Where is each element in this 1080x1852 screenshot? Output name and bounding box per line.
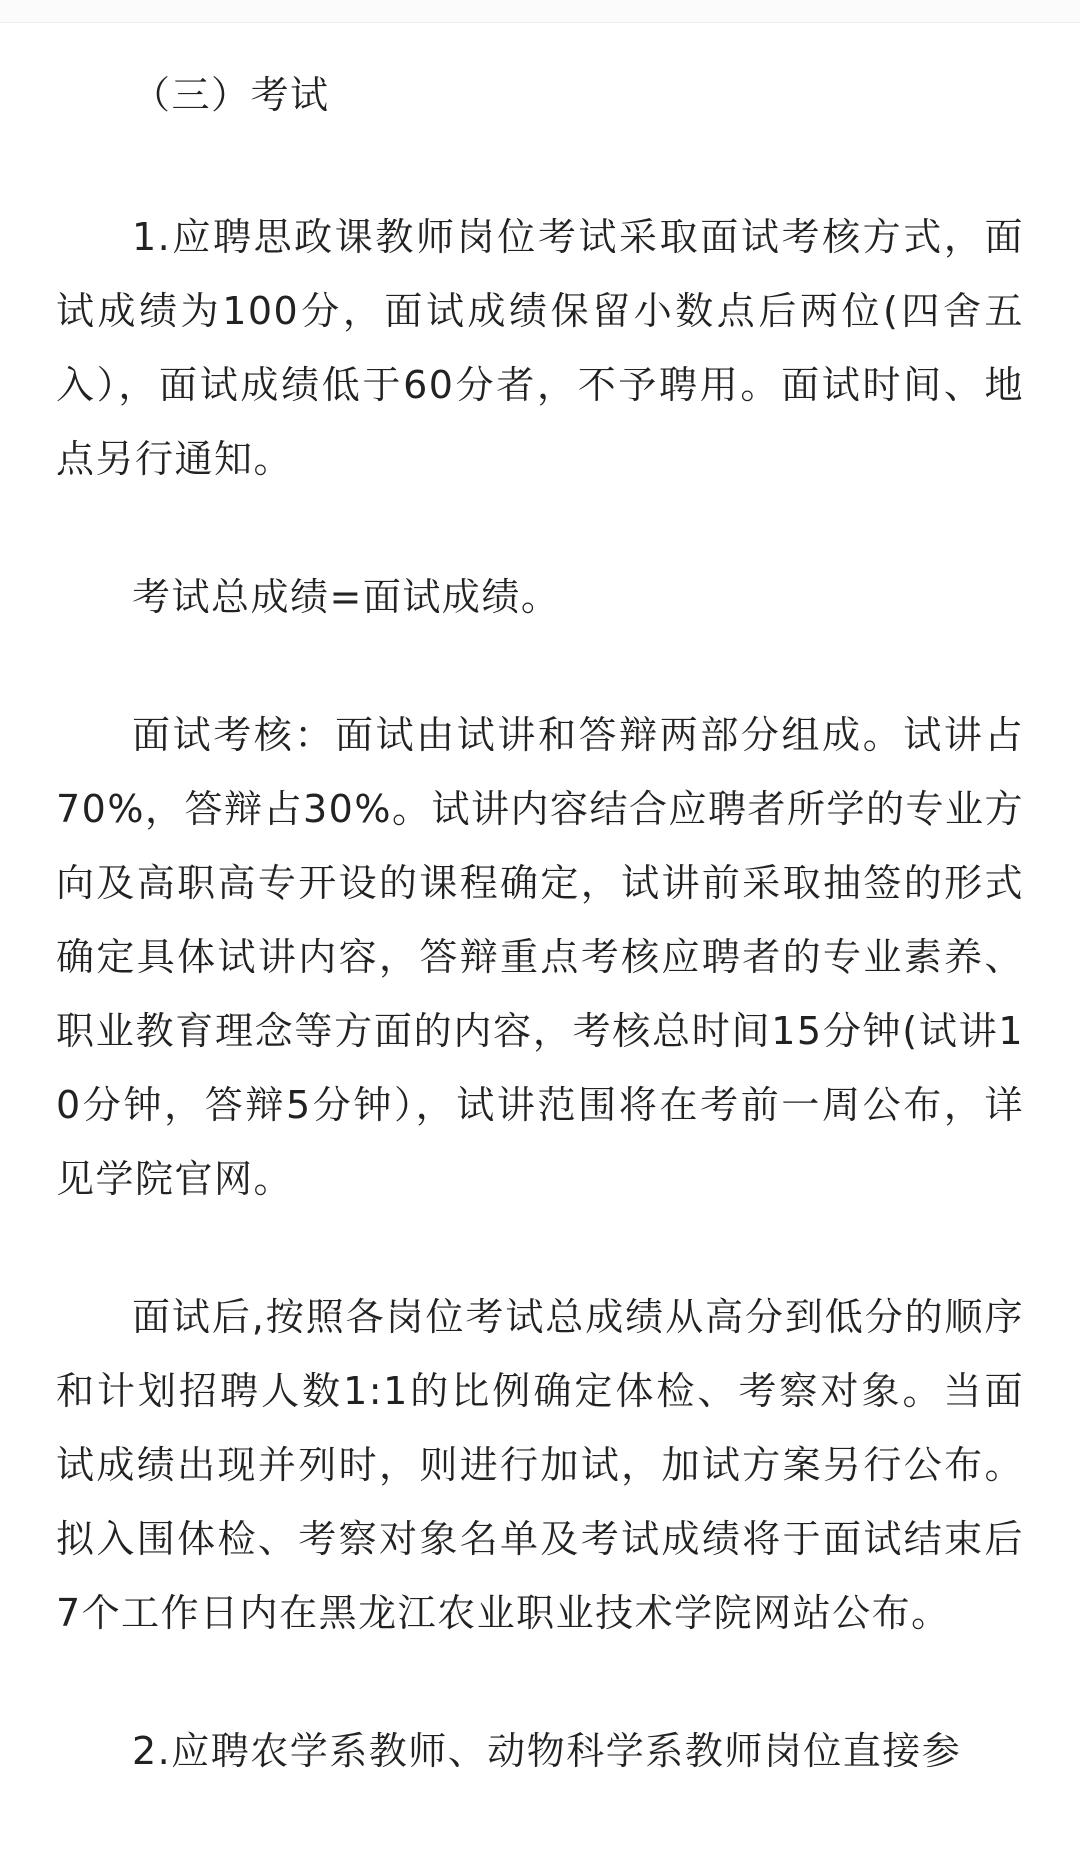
paragraph-exam-method: 1.应聘思政课教师岗位考试采取面试考核方式，面试成绩为100分，面试成绩保留小数点后两位(四舍五入），面试成绩低于60分者，不予聘用。面试时间、地点另行通知。 [56, 215, 1024, 481]
paragraph-total-score: 考试总成绩=面试成绩。 [132, 575, 561, 619]
section-heading: （三）考试 [132, 73, 330, 117]
paragraph-after-interview: 面试后,按照各岗位考试总成绩从高分到低分的顺序和计划招聘人数1:1的比例确定体检、考察对象。当面试成绩出现并列时，则进行加试，加试方案另行公布。拟入围体检、考察对象名单及考试成绩将于面试结束后7个工作日内在黑龙江农业职业技术学院网站公布。 [56, 1295, 1024, 1635]
top-divider [0, 0, 1080, 23]
article-body [56, 58, 1024, 1852]
paragraph-agriculture-dept: 2.应聘农学系教师、动物科学系教师岗位直接参 [132, 1729, 962, 1773]
paragraph-interview-assessment: 面试考核：面试由试讲和答辩两部分组成。试讲占70%，答辩占30%。试讲内容结合应聘者所学的专业方向及高职高专开设的课程确定，试讲前采取抽签的形式确定具体试讲内容，答辩重点考核应聘者的专业素养、职业教育理念等方面的内容，考核总时间15分钟(试讲10分钟，答辩5分钟），试讲范围将在考前一周公布，详见学院官网。 [56, 713, 1024, 1201]
